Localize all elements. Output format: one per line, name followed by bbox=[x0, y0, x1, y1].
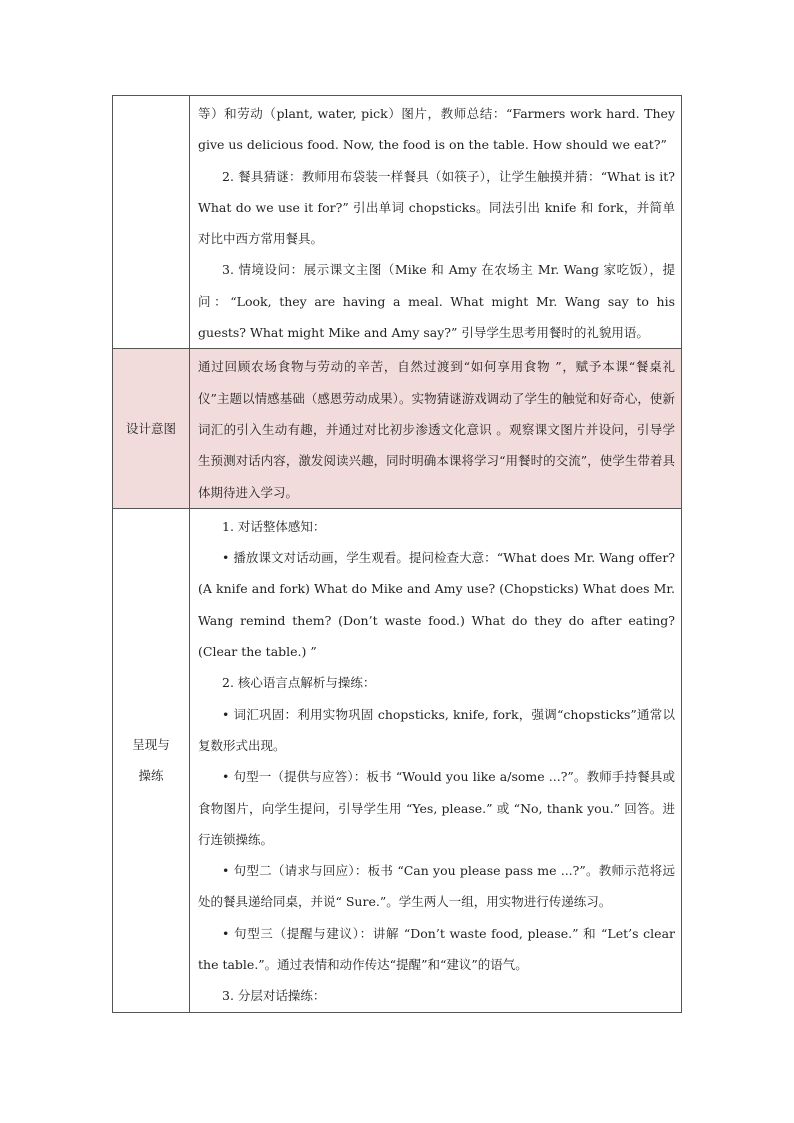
row-label-line: 操练 bbox=[138, 768, 164, 784]
paragraph: 2. 核心语言点解析与操练： bbox=[222, 675, 376, 691]
row-content bbox=[190, 349, 682, 508]
row-label-line: 呈现与 bbox=[132, 737, 170, 753]
row-label bbox=[113, 508, 190, 1012]
table-row bbox=[113, 508, 682, 1012]
lesson-plan-table bbox=[112, 95, 682, 1013]
paragraph: 3. 情境设问：展示课文主图（Mike 和 Amy 在农场主 Mr. Wang 家吃饭），提问：“Look, they are having a meal. What might Mr. Wang say to his guests? What might Mike and Amy say?” 引导学生思考用餐时的礼貌用语。 bbox=[198, 262, 675, 341]
paragraph: 2. 餐具猜谜：教师用布袋装一样餐具（如筷子），让学生触摸并猜：“What is it? What do we use it for?” 引出单词 chopsticks。同法引出 knife 和 fork，并简单对比中西方常用餐具。 bbox=[198, 168, 675, 247]
table-row bbox=[113, 96, 682, 349]
paragraph: • 句型三（提醒与建议）：讲解 “Don’t waste food, please.” 和 “Let’s clear the table.”。通过表情和动作传达“提醒”和“建议”的语气。 bbox=[198, 925, 675, 973]
paragraph: 等）和劳动（plant, water, pick）图片，教师总结：“Farmers work hard. They give us delicious food. Now, the food is on the table. How should we eat?” bbox=[198, 106, 675, 153]
paragraph: • 句型一（提供与应答）：板书 “Would you like a/some ...?”。教师手持餐具或食物图片，向学生提问，引导学生用 “Yes, please.” 或 “No, thank you.” 回答。进行连锁操练。 bbox=[198, 769, 675, 847]
paragraph: • 播放课文对话动画，学生观看。提问检查大意：“What does Mr. Wang offer? (A knife and fork) What do Mike and Amy use? (Chopsticks) What does Mr. Wang remind them? (Don’t waste food.) What do they do after eating? (Clear the table.) ” bbox=[198, 550, 675, 660]
paragraph: 通过回顾农场食物与劳动的辛苦，自然过渡到“如何享用食物 ”，赋予本课“餐桌礼仪”主题以情感基础（感恩劳动成果）。实物猜谜游戏调动了学生的触觉和好奇心，使新词汇的引入生动有趣，并通过对比初步渗透文化意识 。观察课文图片并设问，引导学生预测对话内容，激发阅读兴趣，同时明确本课将学习“用餐时的交流”，使学生带着具体期待进入学习。 bbox=[198, 359, 675, 500]
row-content bbox=[190, 96, 682, 349]
table-row bbox=[113, 349, 682, 508]
paragraph: • 词汇巩固：利用实物巩固 chopsticks, knife, fork，强调“chopsticks”通常以复数形式出现。 bbox=[198, 706, 675, 753]
paragraph: 3. 分层对话操练： bbox=[222, 988, 326, 1004]
row-label bbox=[113, 96, 190, 349]
row-content bbox=[190, 508, 682, 1012]
row-label: 设计意图 bbox=[113, 349, 190, 508]
paragraph: 1. 对话整体感知： bbox=[222, 518, 326, 534]
paragraph: • 句型二（请求与回应）：板书 “Can you please pass me ...?”。教师示范将远处的餐具递给同桌，并说“ Sure.”。学生两人一组，用实物进行传递练习。 bbox=[198, 863, 675, 910]
